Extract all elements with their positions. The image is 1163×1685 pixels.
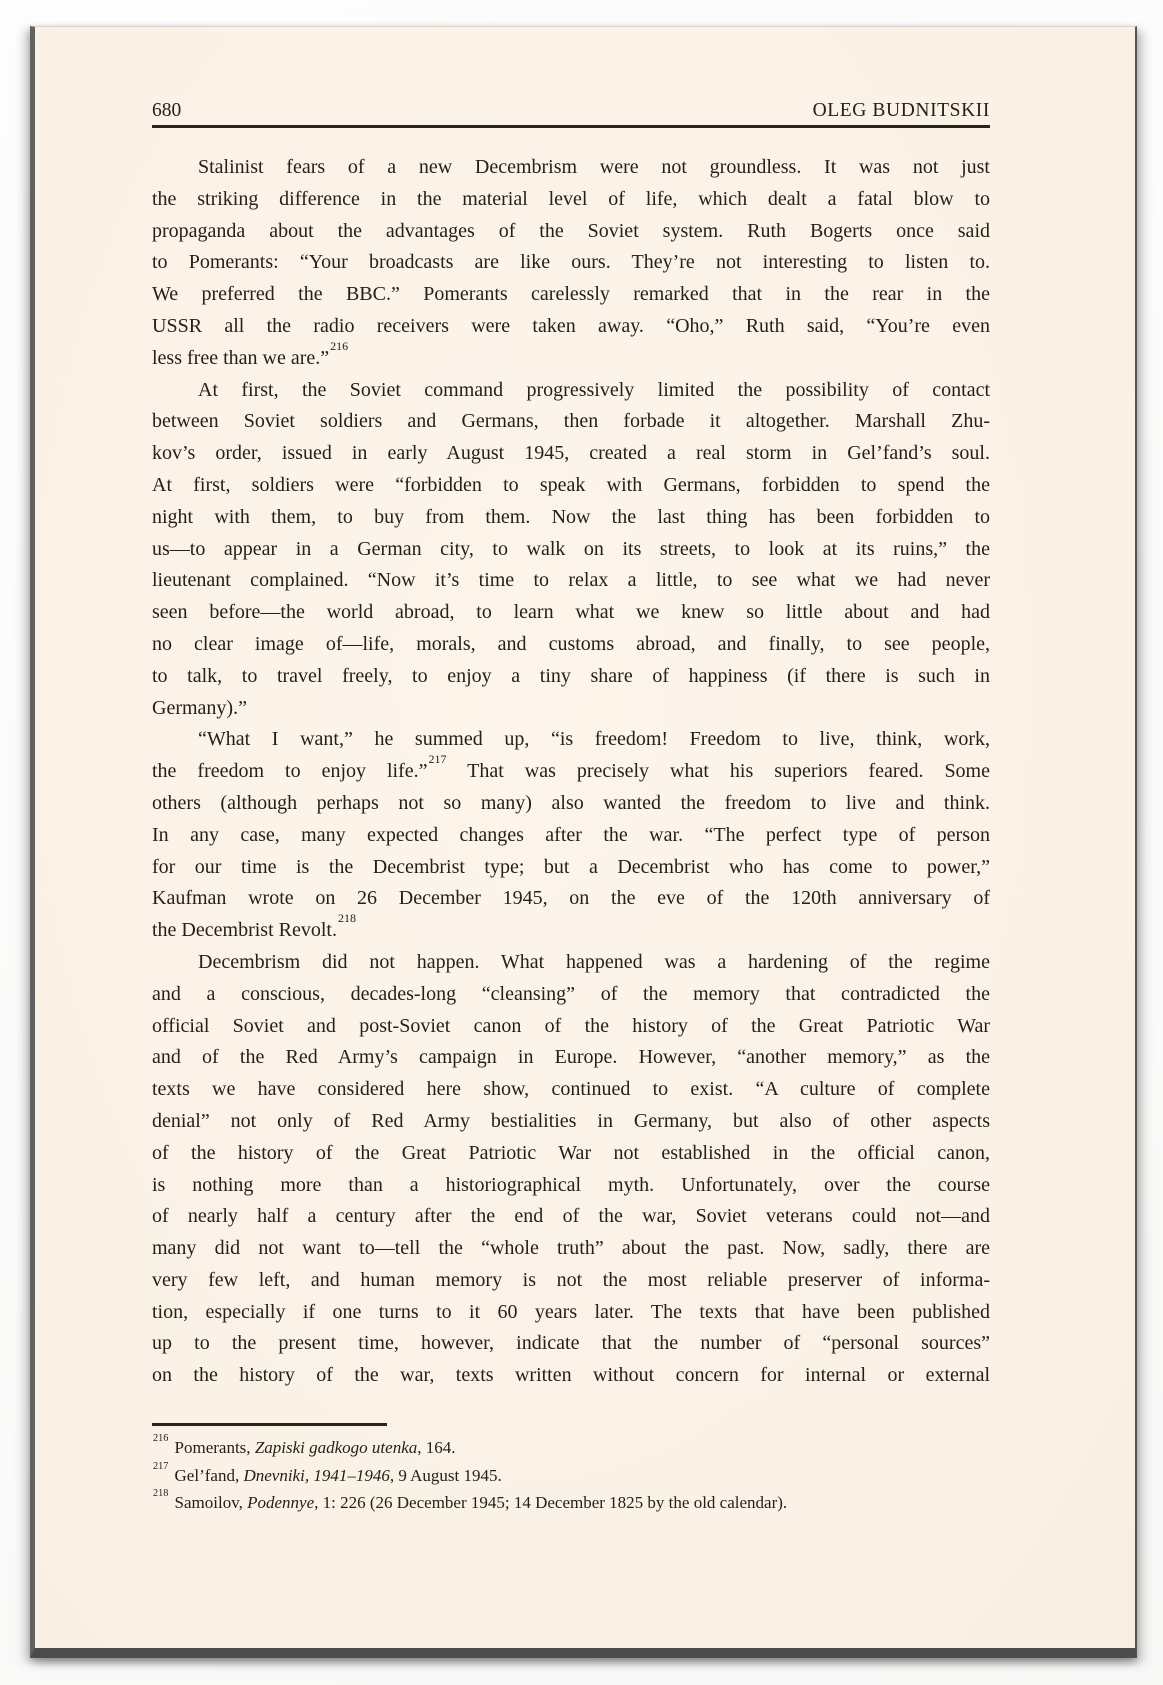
footnote: [152, 1489, 990, 1517]
body-line: [152, 629, 990, 661]
body-line: [152, 534, 990, 566]
paragraph: [152, 947, 990, 1392]
body-line: [152, 1265, 990, 1297]
body-line: [152, 502, 990, 534]
text-run: denial” not only of Red Army bestialities in Germany, but also of other aspects: [152, 1109, 990, 1132]
body-line: [152, 406, 990, 438]
text-run: to talk, to travel freely, to enjoy a tiny share of happiness (if there is such in: [152, 664, 990, 687]
body-line: [152, 1297, 990, 1329]
italic-title: Podennye: [247, 1493, 315, 1513]
body-line: [152, 1042, 990, 1074]
body-line: [152, 852, 990, 884]
text-run: , 9 August 1945.: [389, 1465, 502, 1485]
text-run: seen before—the world abroad, to learn what we knew so little about and had: [152, 601, 990, 624]
text-run: Gel’fand,: [170, 1465, 244, 1485]
body-line: [152, 1360, 990, 1392]
body-line: [152, 565, 990, 597]
body-line: [152, 947, 990, 979]
text-run: the freedom to enjoy life.”: [152, 760, 428, 783]
text-run: very few left, and human memory is not the most reliable preserver of informa-: [152, 1268, 990, 1291]
footnote-marker: 217: [153, 1460, 169, 1472]
text-run: is nothing more than a historiographical myth. Unfortunately, over the course: [152, 1173, 990, 1196]
text-run: Kaufman wrote on 26 December 1945, on the eve of the 120th anniversary of: [152, 887, 990, 910]
italic-title: Zapiski gadkogo utenka: [254, 1438, 418, 1458]
text-run: lieutenant complained. “Now it’s time to relax a little, to see what we had never: [152, 569, 990, 592]
body-line: [152, 1328, 990, 1360]
footnote-separator-rule: [152, 1423, 387, 1426]
text-run: on the history of the war, texts written without concern for internal or external: [152, 1364, 990, 1387]
body-line: [152, 311, 990, 343]
text-run: , 164.: [417, 1438, 456, 1458]
text-run: , 1: 226 (26 December 1945; 14 December 1825 by the old calendar).: [314, 1493, 788, 1513]
body-text: [152, 152, 990, 1392]
text-run: At first, the Soviet command progressively limited the possibility of contact: [198, 378, 990, 401]
text-run: Germany).”: [152, 696, 247, 719]
body-line: [152, 470, 990, 502]
running-head-author: OLEG BUDNITSKII: [812, 100, 990, 121]
body-line: [152, 752, 990, 788]
text-run: to Pomerants: “Your broadcasts are like ours. They’re not interesting to listen to.: [152, 251, 990, 274]
footnote-marker: 216: [153, 1433, 169, 1445]
text-run: others (although perhaps not so many) also wanted the freedom to live and think.: [152, 791, 990, 814]
body-line: [152, 1233, 990, 1265]
text-run: kov’s order, issued in early August 1945, created a real storm in Gel’fand’s soul.: [152, 442, 990, 465]
text-run: propaganda about the advantages of the Soviet system. Ruth Bogerts once said: [152, 219, 990, 242]
footnote: [152, 1434, 990, 1462]
footnote-marker: 216: [330, 338, 349, 353]
text-run: tion, especially if one turns to it 60 years later. The texts that have been published: [152, 1300, 990, 1323]
text-run: no clear image of—life, morals, and customs abroad, and finally, to see people,: [152, 632, 990, 655]
text-run: the striking difference in the material level of life, which dealt a fatal blow to: [152, 187, 990, 210]
text-run: texts we have considered here show, continued to exist. “A culture of complete: [152, 1078, 990, 1101]
page-header: [152, 99, 990, 128]
body-line: [152, 820, 990, 852]
paragraph: [152, 724, 990, 947]
text-run: and a conscious, decades-long “cleansing” of the memory that contradicted the: [152, 982, 990, 1005]
italic-title: Dnevniki, 1941–1946: [243, 1465, 390, 1485]
paragraph: [152, 375, 990, 725]
body-line: [152, 788, 990, 820]
body-line: [152, 661, 990, 693]
footnote-marker: 218: [337, 911, 356, 926]
body-line: [152, 152, 990, 184]
text-run: At first, soldiers were “forbidden to speak with Germans, forbidden to spend the: [152, 473, 990, 496]
body-line: [152, 1106, 990, 1138]
body-line: [152, 438, 990, 470]
text-run: “What I want,” he summed up, “is freedom! Freedom to live, think, work,: [198, 728, 990, 751]
body-line: [152, 1170, 990, 1202]
footnote-marker: 218: [153, 1488, 169, 1500]
body-line: [152, 375, 990, 407]
text-run: In any case, many expected changes after the war. “The perfect type of person: [152, 823, 990, 846]
body-line: [152, 597, 990, 629]
text-run: less free than we are.”: [152, 346, 330, 369]
body-line: [152, 883, 990, 915]
text-run: We preferred the BBC.” Pomerants carelessly remarked that in the rear in the: [152, 283, 990, 306]
body-line: [152, 1138, 990, 1170]
body-line: [152, 279, 990, 311]
text-run: the Decembrist Revolt.: [152, 919, 337, 942]
text-run: of nearly half a century after the end of the war, Soviet veterans could not—and: [152, 1205, 990, 1228]
footnote: [152, 1462, 990, 1490]
body-line: [152, 1201, 990, 1233]
body-line: [152, 979, 990, 1011]
text-run: official Soviet and post-Soviet canon of the history of the Great Patriotic War: [152, 1014, 990, 1037]
text-run: between Soviet soldiers and Germans, then forbade it altogether. Marshall Zhu-: [152, 410, 990, 433]
text-run: of the history of the Great Patriotic War not established in the official canon,: [152, 1141, 990, 1164]
text-run: Pomerants,: [170, 1438, 255, 1458]
text-run: and of the Red Army’s campaign in Europe. However, “another memory,” as the: [152, 1046, 990, 1069]
text-run: USSR all the radio receivers were taken away. “Oho,” Ruth said, “You’re even: [152, 314, 990, 337]
text-run: night with them, to buy from them. Now the last thing has been forbidden to: [152, 505, 990, 528]
paragraph: [152, 152, 990, 375]
body-line: [152, 724, 990, 756]
text-run: for our time is the Decembrist type; but a Decembrist who has come to power,”: [152, 855, 990, 878]
text-run: Samoilov,: [170, 1493, 248, 1513]
body-line: [152, 1011, 990, 1043]
scanned-page: [30, 26, 1137, 1658]
body-line: [152, 338, 990, 375]
body-line: [152, 1074, 990, 1106]
page-number: 680: [152, 100, 182, 121]
text-run: That was precisely what his superiors feared. Some: [446, 760, 990, 783]
text-run: Decembrism did not happen. What happened was a hardening of the regime: [198, 950, 990, 973]
body-line: [152, 216, 990, 248]
text-run: us—to appear in a German city, to walk on its streets, to look at its ruins,” the: [152, 537, 990, 560]
body-line: [152, 911, 990, 947]
body-line: [152, 184, 990, 216]
body-line: [152, 247, 990, 279]
footnotes-list: [152, 1434, 990, 1517]
footnote-marker: 217: [428, 752, 447, 767]
text-run: Stalinist fears of a new Decembrism were not groundless. It was not just: [198, 156, 990, 178]
text-run: many did not want to—tell the “whole truth” about the past. Now, sadly, there are: [152, 1237, 990, 1260]
page-content: [152, 99, 990, 1517]
text-run: up to the present time, however, indicate that the number of “personal sources”: [152, 1332, 990, 1355]
body-line: [152, 693, 990, 725]
